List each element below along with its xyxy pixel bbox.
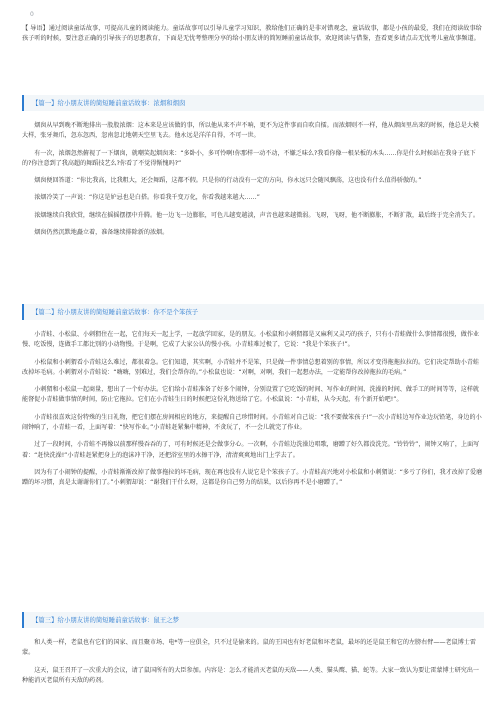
paragraph: 有一次，浓烟忽然俯视了一下烟囱，就嘲笑起烟囱来：“多卧小，多可怜啊!你那样一动不动，不嫌乏味么?我看你像一根呆板的木头……你是什么时候站在我身子底下的?你注意到了我高超的舞蹈技艺么?你看了不觉得惭愧吗?”	[22, 149, 476, 167]
paragraph: 和人类一样，老鼠也有它们的国家、而且聚市场、电*等一应俱全，只不过是偷来的。鼠的王国也有好老鼠和坏老鼠，最坏的还是鼠王和它的左膀右臂——老鼠博士雷蒙。	[22, 639, 476, 657]
paragraph: 过了一段时间，小青蛙不再像以前那样慢吞吞的了，可有时候还是会做事分心。一次啊，小青蛙边洗澡边唱歌，磨蹭了好久都没洗完。“铃铃铃”，闹钟又响了，上面写着：“赶快洗澡!”小青蛙赶紧把身上的泡沫冲干净，还把浴室里的水擦干净，清清爽爽地出门上学去了。	[22, 441, 480, 459]
section-title-3: 【篇三】给小朋友讲的简短睡前童话故事：鼠王之梦	[22, 612, 484, 628]
intro-paragraph: 【 导语】通过阅读童话故事，可提高儿童的阅读能力。童话故事可以引导儿童学习知识，教给他们正确的是非对错观念，童话故事，都是小孩的最爱，我们在阅读故事给孩子听的时候，要注意正确的引导孩子的思想教育，下面是无忧考整理分享的给小朋友讲的简短睡前童话故事，欢迎阅读与借鉴，查看更多请点击无忧考儿童故事频道。	[22, 25, 482, 42]
page-marker: 0	[30, 11, 34, 18]
paragraph: 浓烟继续自我欣赏，继续在摇摇摆摆中升腾。他一边飞一边膨胀，可色儿越变越淡，声音也越来越微弱。飞呀，飞呀，他不断膨胀，不断扩散，最后终于完全消失了。	[34, 211, 480, 219]
paragraph: 小刺猬和小松鼠一起商量，想出了一个好办法。它们给小青蛙准备了好多个闹钟，分别设置了它吃饭的时间、写作业的时间、洗澡的时间、做手工的时间等等，这样就能督促小青蛙做事情的时间，防止它拖拉。它们在小青蛙生日的时候把这份礼物送给了它。小松鼠说：“小青蛙，从今天起，有个新开始吧!”。	[22, 386, 480, 404]
section-body-2	[22, 330, 484, 496]
paragraph: 这天，鼠王召开了一次重大的会议，请了鼠国所有的大臣参加。内容是：怎么才能消灭老鼠的天敌——人类、猫头鹰、猫、蛇等。大家一致认为要让雷蒙博士研究出一种能消灭老鼠所有天敌的药剂。	[22, 666, 480, 684]
paragraph: 小松鼠和小刺猬看小青蛙这么难过，都很着急。它们知道，其实啊，小青蛙并不是笨，只是做一件事情总想着别的事情，所以才变得拖拖拉拉的。它们决定帮助小青蛙改掉坏毛病。小刺猬对小青蛙说：“嗨嗨，别难过，我们会帮你的。”小松鼠也说：“对啊，对啊，我们一起想办法，一定能帮你改掉拖拉的毛病。”	[22, 358, 480, 376]
paragraph: 浓烟冷笑了一声说：“你这是妒忌也是白搭。你看我千变万化，你看我越来越大……”	[34, 194, 260, 202]
section-title-2: 【篇二】给小朋友讲的简短睡前童话故事：你不是个笨孩子	[22, 304, 484, 320]
section-body-3	[22, 638, 484, 693]
paragraph: 小青蛙很喜欢这份特殊的生日礼物，把它们摆在房间相应的地方，来提醒自己珍惜时间。小青蛙对自己说：“我不要做笨孩子!”一次小青蛙边写作业边玩铅笔，身边的小闹钟响了，小青蛙一看，上面写着：“快写作业。”小青蛙赶紧集中精神，不贪玩了，不一会儿就完了作业。	[22, 413, 482, 432]
paragraph: 烟囱从早到晚不断地排出一股股浓烟：这本来是应该做的事，所以他从来不声不响，更不为这件事而自吹自擂。而浓烟则不一样，他从烟囱里出来的时候，他总是大模大样，张牙舞爪，忽东忽西，忽南忽北地朝天空里飞去。他永远是洋洋自得，不可一世。	[22, 122, 480, 140]
section-title-1: 【篇一】给小朋友讲的简短睡前童话故事：浓烟和烟囱	[22, 95, 484, 111]
paragraph: 小青蛙、小松鼠、小刺猬住在一起，它们每天一起上学，一起放学回家，是的朋友。小松鼠和小刺猬都是又麻利又灵巧的孩子，只有小青蛙做什么事情都很慢，做作业慢、吃饭慢，连做手工都比别的小动物慢。于是啊，它成了大家公认的慢小孩。小青蛙难过极了，它说：“我是个笨孩子!”。	[22, 331, 480, 349]
section-body-1	[22, 121, 484, 245]
paragraph: 烟囱仍然沉默地矗立着，准备继续排除新的浓烟。	[34, 229, 169, 237]
paragraph: 因为有了小闹钟的提醒，小青蛙渐渐改掉了做事拖拉的坏毛病，现在再也没有人说它是个笨孩子了。小青蛙高兴地对小松鼠和小刺猬说：“多亏了你们，我才改掉了爱磨蹭的坏习惯，真是太谢谢你们了。”小刺猬却说：“谢我们干什么呀，这都是你自己努力的结果，以后你再不是小磨蹭了。”	[22, 468, 483, 487]
paragraph: 烟囱便回答道：“你比我高，比我粗大，还会舞蹈，这都不假。只是你的行动没有一定的方向，你永远只会随风飘荡，这也没有什么值得骄傲的。”	[34, 177, 422, 185]
